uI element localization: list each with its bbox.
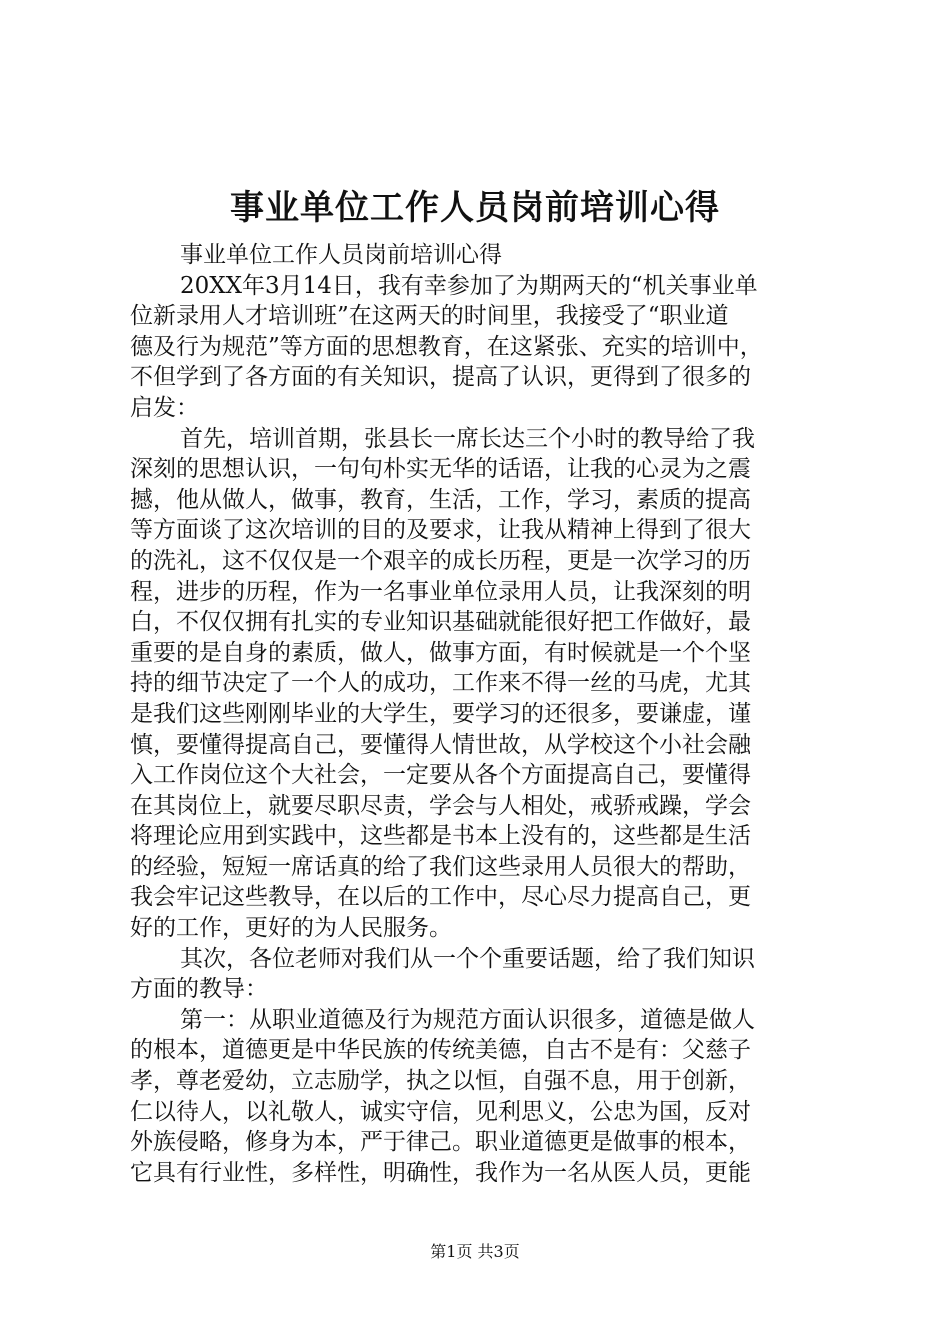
body-line: 不但学到了各方面的有关知识，提高了认识，更得到了很多的 [130,364,751,391]
body-line: 我会牢记这些教导，在以后的工作中，尽心尽力提高自己，更 [130,884,751,911]
body-line: 等方面谈了这次培训的目的及要求，让我从精神上得到了很大 [130,517,751,544]
body-line: 启发： [130,394,199,421]
body-line: 的经验，短短一席话真的给了我们这些录用人员很大的帮助， [130,853,751,880]
body-line: 的根本，道德更是中华民族的传统美德，自古不是有：父慈子 [130,1037,751,1064]
page-footer [0,1241,950,1263]
body-line: 将理论应用到实践中，这些都是书本上没有的，这些都是生活 [130,823,751,850]
body-line: 其次，各位老师对我们从一个个重要话题，给了我们知识 [180,945,755,972]
body-line: 好的工作，更好的为人民服务。 [130,915,452,942]
body-line: 外族侵略，修身为本，严于律己。职业道德更是做事的根本， [130,1129,751,1156]
body-line: 的洗礼，这不仅仅是一个艰辛的成长历程，更是一次学习的历 [130,547,751,574]
body-line: 深刻的思想认识，一句句朴实无华的话语，让我的心灵为之震 [130,456,751,483]
body-line: 持的细节决定了一个人的成功，工作来不得一丝的马虎，尤其 [130,670,751,697]
body-line: 20XX年3月14日，我有幸参加了为期两天的“机关事业单 [180,272,758,299]
page-number-label: 第1页 共3页 [430,1242,520,1261]
body-line: 是我们这些刚刚毕业的大学生，要学习的还很多，要谦虚，谨 [130,700,751,727]
body-line: 重要的是自身的素质，做人，做事方面，有时候就是一个个坚 [130,639,751,666]
body-line: 撼，他从做人，做事，教育，生活，工作，学习，素质的提高 [130,486,751,513]
body-line: 首先，培训首期，张县长一席长达三个小时的教导给了我 [180,425,755,452]
body-line: 德及行为规范”等方面的思想教育，在这紧张、充实的培训中， [130,333,763,360]
body-line: 孝，尊老爱幼，立志励学，执之以恒，自强不息，用于创新， [130,1068,751,1095]
body-line: 方面的教导： [130,976,268,1003]
body-line: 位新录用人才培训班”在这两天的时间里，我接受了“职业道 [130,303,729,330]
body-line: 程，进步的历程，作为一名事业单位录用人员，让我深刻的明 [130,578,751,605]
body-line: 第一：从职业道德及行为规范方面认识很多，道德是做人 [180,1006,755,1033]
body-line: 事业单位工作人员岗前培训心得 [180,242,502,268]
body-line: 慎，要懂得提高自己，要懂得人情世故，从学校这个小社会融 [130,731,751,758]
page-title: 事业单位工作人员岗前培训心得 [230,188,720,228]
body-line: 它具有行业性，多样性，明确性，我作为一名从医人员，更能 [130,1159,751,1186]
body-line: 仁以待人，以礼敬人，诚实守信，见利思义，公忠为国，反对 [130,1098,751,1125]
document-body [130,240,830,1188]
body-line: 入工作岗位这个大社会，一定要从各个方面提高自己，要懂得 [130,762,751,789]
body-line: 白，不仅仅拥有扎实的专业知识基础就能很好把工作做好，最 [130,609,751,636]
body-line: 在其岗位上，就要尽职尽责，学会与人相处，戒骄戒躁，学会 [130,792,751,819]
